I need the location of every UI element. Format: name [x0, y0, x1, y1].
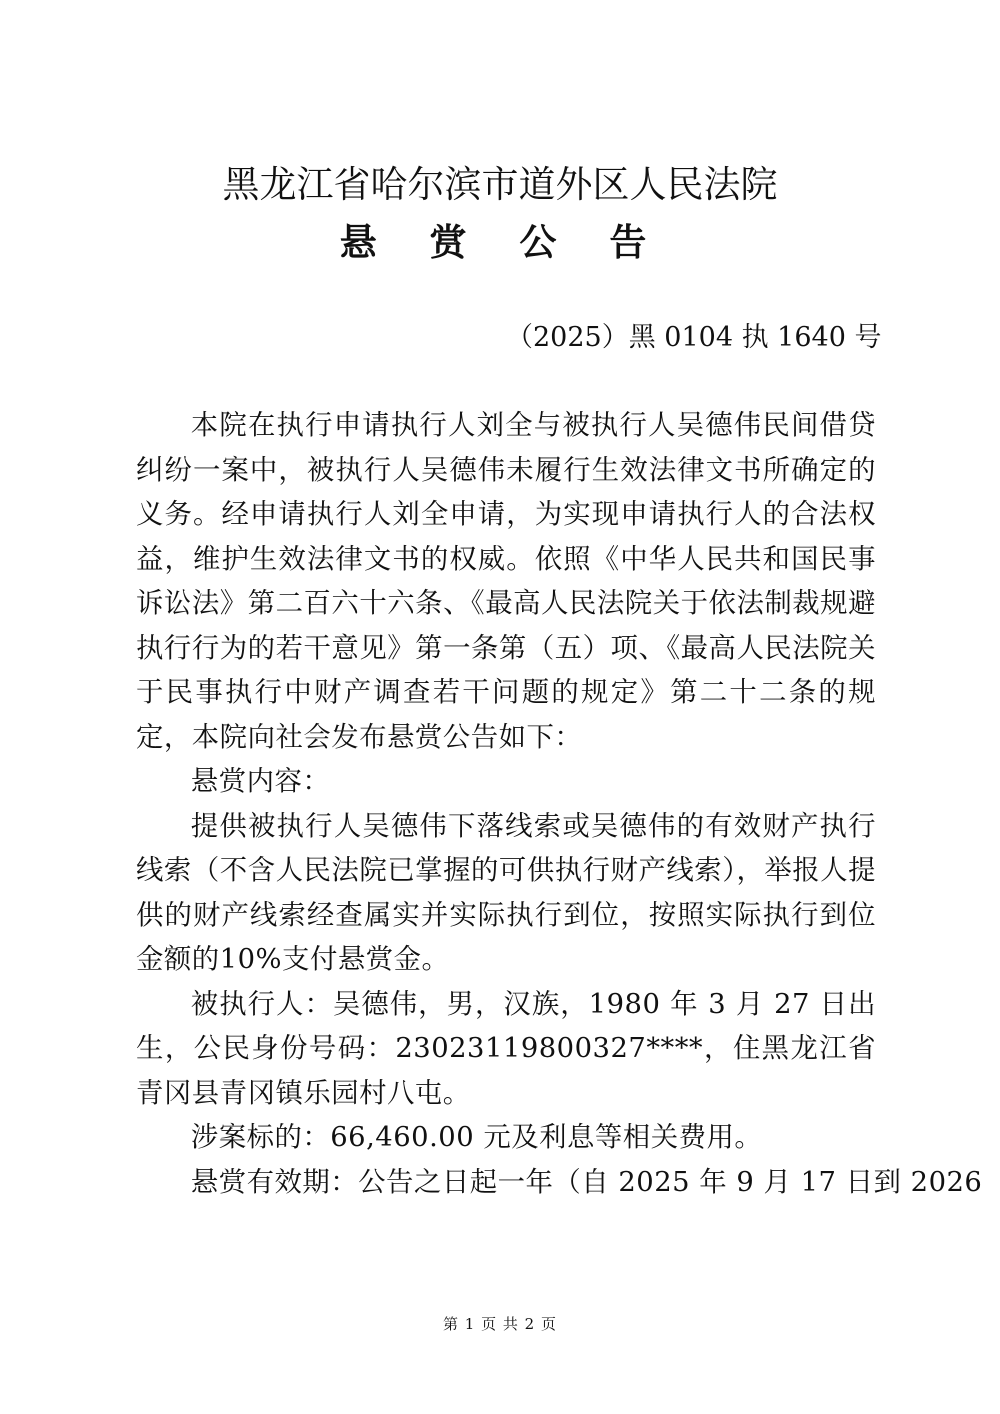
paragraph-reward-heading: 悬赏内容： — [190, 766, 331, 797]
page-number: 第 1 页 共 2 页 — [443, 1315, 557, 1333]
paragraph-validity-period: 悬赏有效期：公告之日起一年（自 2025 年 9 月 17 日到 2026 — [190, 1166, 983, 1198]
paragraph-intro: 本院在执行申请执行人刘全与被执行人吴德伟民间借贷纠纷一案中，被执行人吴德伟未履行生效法律文书所确定的义务。经申请执行人刘全申请，为实现申请执行人的合法权益，维护生效法律文书的权威。依照《中华人民共和国民事诉讼法》第二百六十六条、《最高人民法院关于依法制裁规避执行行为的若干意见》第一条第（五）项、《最高人民法院关于民事执行中财产调查若干问题的规定》第二十二条的规定，本院向社会发布悬赏公告如下： — [136, 410, 876, 753]
paragraph-reward-content: 提供被执行人吴德伟下落线索或吴德伟的有效财产执行线索（不含人民法院已掌握的可供执行财产线索），举报人提供的财产线索经查属实并实际执行到位，按照实际执行到位金额的10%支付悬赏金。 — [136, 810, 876, 975]
case-number: （2025）黑 0104 执 1640 号 — [506, 322, 882, 353]
paragraph-debtor-info: 被执行人：吴德伟，男，汉族，1980 年 3 月 27 日出生，公民身份号码：23023119800327****，住黑龙江省青冈县青冈镇乐园村八屯。 — [136, 988, 876, 1109]
paragraph-case-amount: 涉案标的：66,460.00 元及利息等相关费用。 — [190, 1122, 763, 1153]
notice-title: 悬 赏 公 告 — [339, 221, 667, 264]
court-name-heading: 黑龙江省哈尔滨市道外区人民法院 — [222, 163, 778, 206]
notice-body — [136, 404, 983, 1205]
